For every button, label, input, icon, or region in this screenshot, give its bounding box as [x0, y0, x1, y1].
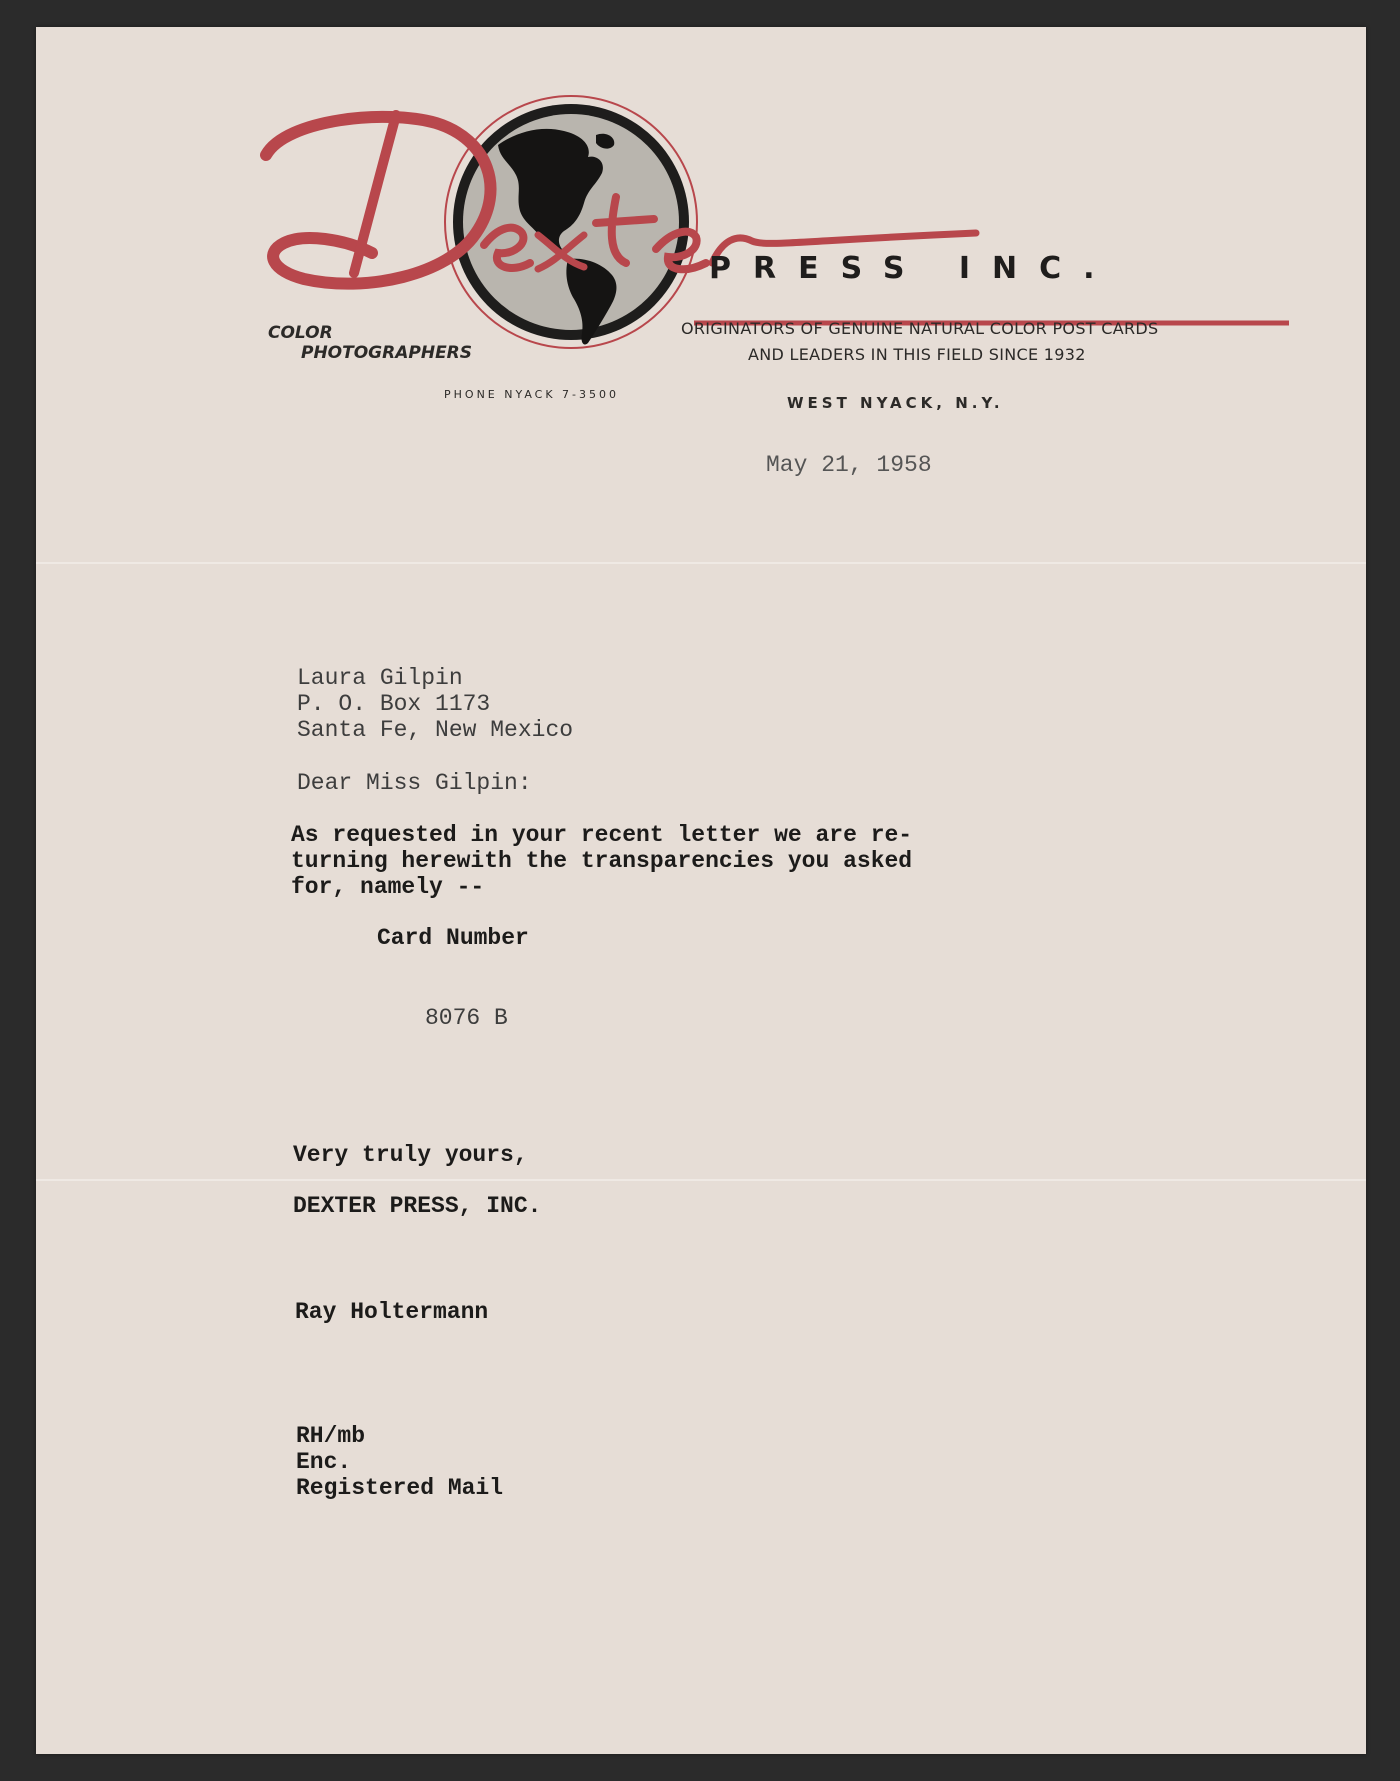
letter-date: May 21, 1958 [766, 452, 932, 478]
card-number: 8076 B [425, 1005, 508, 1031]
tagline-right-line1: ORIGINATORS OF GENUINE NATURAL COLOR POST CARDS [681, 319, 1159, 338]
recipient-address2: Santa Fe, New Mexico [297, 717, 574, 743]
enclosure: Enc. [296, 1449, 352, 1475]
signer-name: Ray Holtermann [295, 1299, 489, 1325]
salutation: Dear Miss Gilpin: [297, 770, 532, 796]
fold-line [36, 1179, 1366, 1181]
letter-page [36, 27, 1366, 1754]
tagline-right-line2: AND LEADERS IN THIS FIELD SINCE 1932 [748, 345, 1086, 364]
tagline-left-line2: PHOTOGRAPHERS [301, 343, 473, 363]
company-name: PRESS INC. [709, 251, 1117, 286]
body-line-1: As requested in your recent letter we are re- [291, 822, 913, 848]
body-line-2: turning herewith the transparencies you asked [291, 848, 913, 874]
card-label: Card Number [377, 925, 529, 951]
dexter-logo [36, 27, 1366, 447]
fold-line [36, 562, 1366, 564]
body-line-3: for, namely -- [291, 874, 485, 900]
phone-number: PHONE NYACK 7-3500 [444, 388, 620, 401]
mail-note: Registered Mail [296, 1475, 504, 1501]
initials: RH/mb [296, 1423, 366, 1449]
company-signature: DEXTER PRESS, INC. [293, 1193, 542, 1219]
recipient-address1: P. O. Box 1173 [297, 691, 491, 717]
recipient-name: Laura Gilpin [297, 665, 463, 691]
closing: Very truly yours, [293, 1142, 528, 1168]
city-address: WEST NYACK, N.Y. [787, 394, 1004, 412]
tagline-left-line1: COLOR [268, 323, 333, 343]
